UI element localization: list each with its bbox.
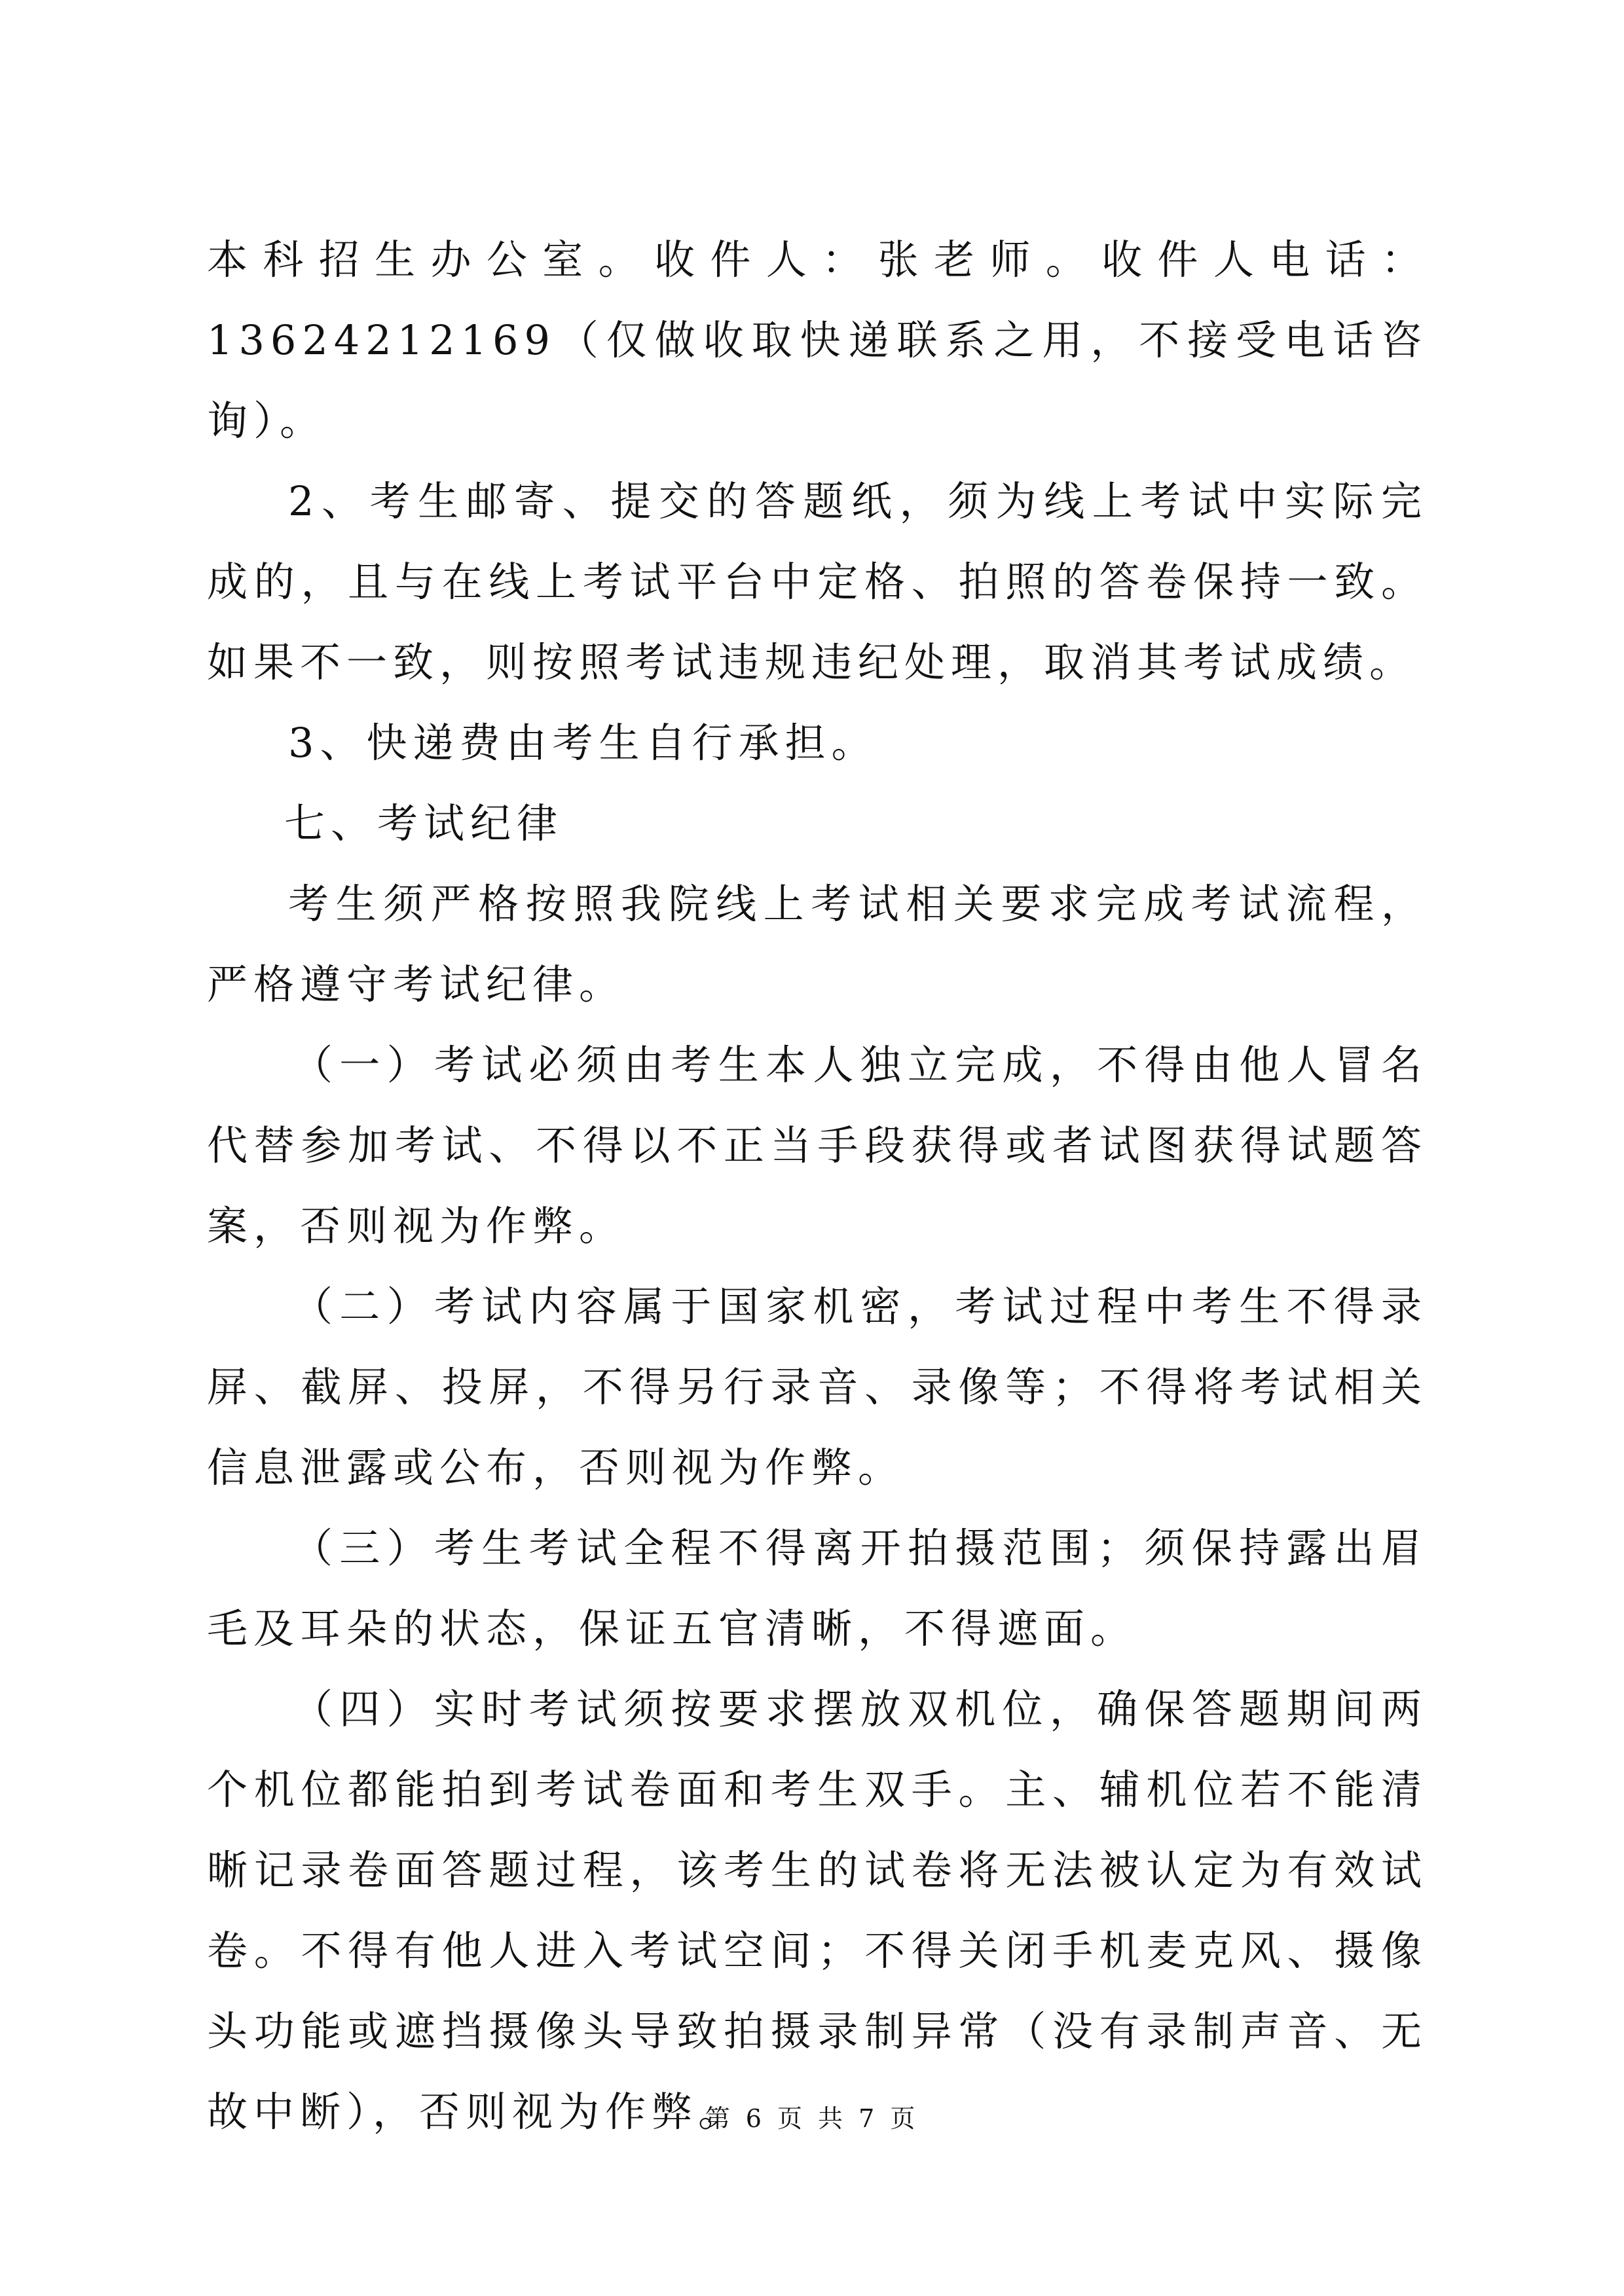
rule-item-2: （二）考试内容属于国家机密，考试过程中考生不得录屏、截屏、投屏，不得另行录音、录像等；不得将考试相关信息泄露或公布，否则视为作弊。: [207, 1283, 1428, 1491]
section-intro: 考生须严格按照我院线上考试相关要求完成考试流程，严格遵守考试纪律。: [207, 880, 1428, 1008]
document-body: [207, 219, 1428, 2152]
rule-item-3: （三）考生考试全程不得离开拍摄范围；须保持露出眉毛及耳朵的状态，保证五官清晰，不得遮面。: [207, 1524, 1428, 1652]
rule-item-4: （四）实时考试须按要求摆放双机位，确保答题期间两个机位都能拍到考试卷面和考生双手。主、辅机位若不能清晰记录卷面答题过程，该考生的试卷将无法被认定为有效试卷。不得有他人进入考试空间；不得关闭手机麦克风、摄像头功能或遮挡摄像头导致拍摄录制异常（没有录制声音、无故中断），否则视为作弊。: [207, 1685, 1428, 2136]
paragraph-item-3: 3、快递费由考生自行承担。: [288, 719, 878, 767]
section-heading: 七、考试纪律: [284, 799, 564, 847]
rule-item-1: （一）考试必须由考生本人独立完成，不得由他人冒名代替参加考试、不得以不正当手段获得或者试图获得试题答案，否则视为作弊。: [207, 1041, 1428, 1250]
paragraph-item-2: 2、考生邮寄、提交的答题纸，须为线上考试中实际完成的，且与在线上考试平台中定格、拍照的答卷保持一致。如果不一致，则按照考试违规违纪处理，取消其考试成绩。: [207, 477, 1428, 686]
paragraph-continuation: 本科招生办公室。收件人：张老师。收件人电话：13624212169（仅做收取快递联系之用，不接受电话咨询）。: [207, 236, 1428, 445]
page-number-footer: 第 6 页 共 7 页: [705, 2104, 919, 2133]
